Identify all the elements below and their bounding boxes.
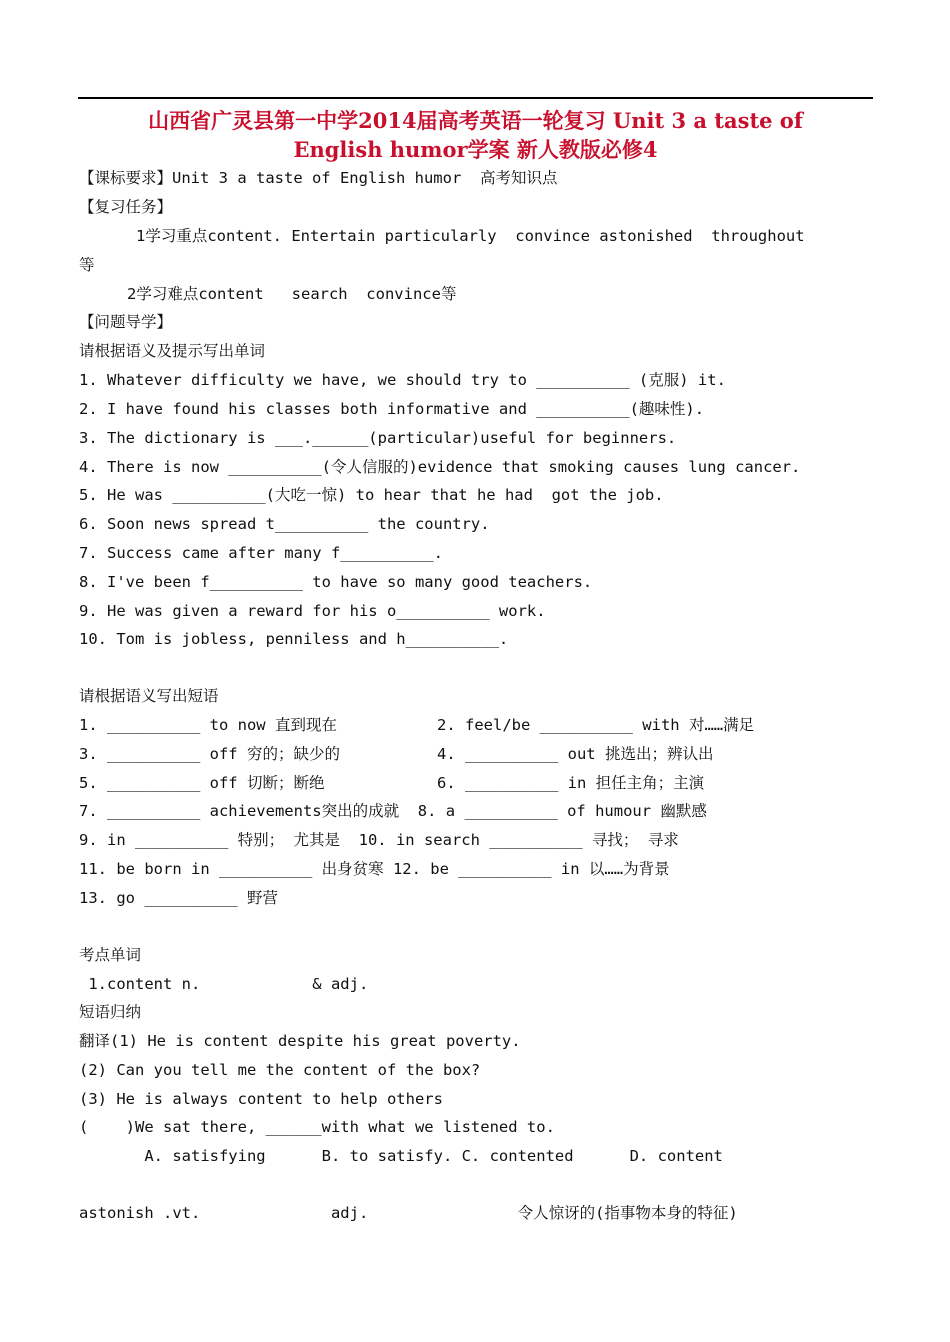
- choice-options: A. satisfying B. to satisfy. C. contented D. content: [79, 1147, 723, 1165]
- word-item-6: 6. Soon news spread t__________ the country.: [79, 515, 490, 533]
- word-item-9: 9. He was given a reward for his o__________ work.: [79, 602, 546, 620]
- phrase-row-6: 11. be born in __________ 出身贫寒 12. be __________ in 以……为背景: [79, 860, 670, 878]
- document-title-line2: English humor学案 新人教版必修4: [293, 137, 658, 162]
- word-item-10: 10. Tom is jobless, penniless and h__________.: [79, 630, 509, 648]
- translate-2: (2) Can you tell me the content of the box?: [79, 1061, 481, 1079]
- phrase-row-3-right: 6. __________ in 担任主角；主演: [437, 774, 705, 792]
- phrase-row-3-left: 5. __________ off 切断；断绝: [79, 774, 325, 792]
- duanyu-heading: 短语归纳: [79, 1003, 142, 1021]
- word-item-3: 3. The dictionary is ___.______(particular)useful for beginners.: [79, 429, 677, 447]
- section-fuxi: 【复习任务】: [79, 198, 173, 216]
- phrase-row-1-right: 2. feel/be __________ with 对……满足: [437, 716, 755, 734]
- choice-question: ( )We sat there, ______with what we listened to.: [79, 1118, 555, 1136]
- task-2: 2学习难点content search convince等: [127, 285, 457, 303]
- phrase-row-1-left: 1. __________ to now 直到现在: [79, 716, 337, 734]
- word-item-5: 5. He was __________(大吃一惊) to hear that he had got the job.: [79, 486, 664, 504]
- word-item-7: 7. Success came after many f__________.: [79, 544, 443, 562]
- word-item-2: 2. I have found his classes both informative and __________(趣味性).: [79, 400, 705, 418]
- phrase-row-2-right: 4. __________ out 挑选出；辨认出: [437, 745, 714, 763]
- phrase-row-7: 13. go __________ 野营: [79, 889, 278, 907]
- document-title-line1: 山西省广灵县第一中学2014届高考英语一轮复习 Unit 3 a taste of: [148, 108, 803, 133]
- word-item-1: 1. Whatever difficulty we have, we should try to __________ (克服) it.: [79, 371, 726, 389]
- phrase-row-5: 9. in __________ 特别； 尤其是 10. in search __________ 寻找； 寻求: [79, 831, 679, 849]
- phrase-row-2-left: 3. __________ off 穷的；缺少的: [79, 745, 340, 763]
- section-wenti: 【问题导学】: [79, 313, 173, 331]
- task-1-cont: 等: [79, 256, 95, 274]
- word-item-8: 8. I've been f__________ to have so many good teachers.: [79, 573, 593, 591]
- translate-3: (3) He is always content to help others: [79, 1090, 443, 1108]
- section-kebiao: 【课标要求】Unit 3 a taste of English humor 高考知识点: [79, 169, 558, 187]
- phrases-heading: 请根据语义写出短语: [79, 687, 219, 705]
- content-word-line: 1.content n. & adj.: [79, 975, 369, 993]
- translate-1: 翻译(1) He is content despite his great poverty.: [79, 1032, 521, 1050]
- word-item-4: 4. There is now __________(令人信服的)evidence that smoking causes lung cancer.: [79, 458, 801, 476]
- astonish-line: astonish .vt. adj. 令人惊讶的(指事物本身的特征): [79, 1204, 738, 1222]
- task-1: 1学习重点content. Entertain particularly convince astonished throughout: [136, 227, 805, 245]
- phrase-row-4: 7. __________ achievements突出的成就 8. a __________ of humour 幽默感: [79, 802, 707, 820]
- words-heading: 请根据语义及提示写出单词: [79, 342, 266, 360]
- kaodian-heading: 考点单词: [79, 946, 142, 964]
- top-rule: [78, 97, 873, 99]
